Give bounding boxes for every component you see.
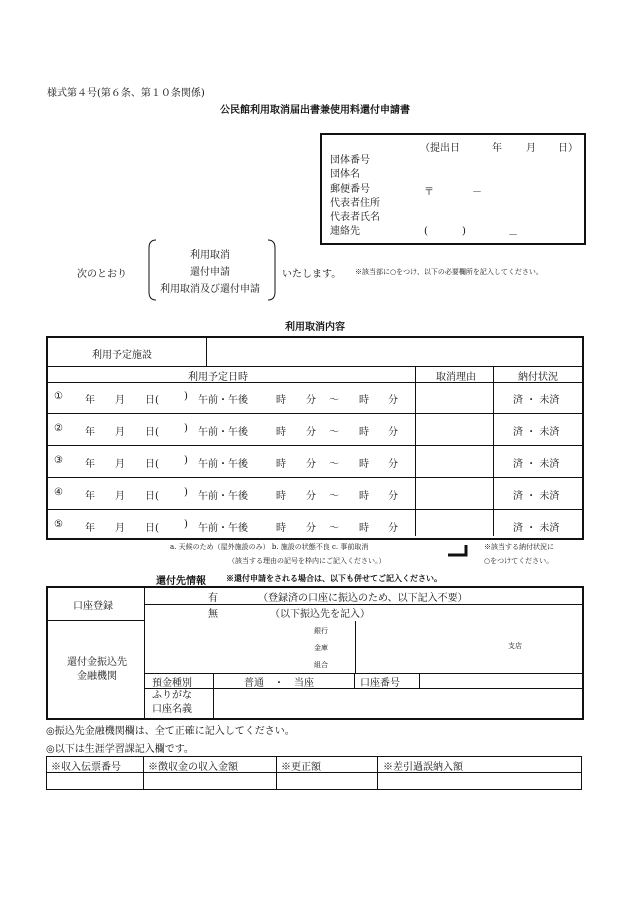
header-collected-amount: ※徴収金の収入金額 (148, 762, 238, 773)
footnote-2: ◎以下は生涯学習課記入欄です。 (46, 744, 194, 755)
applicant-field-labels (330, 154, 380, 240)
cancel-rows (48, 382, 582, 541)
page-title: 公民館利用取消届出書兼使用料還付申請書 (220, 105, 410, 116)
request-note: ※該当部に○をつけ、以下の必要欄所を記入してください。 (355, 268, 543, 276)
col-reason-header: 取消理由 (436, 372, 476, 383)
rep-address-label: 代表者住所 (330, 197, 380, 209)
option-refund[interactable]: 還付申請 (190, 267, 230, 278)
refund-table (46, 586, 584, 720)
reasons-line1: a. 天候のため（屋外施設のみ） b. 施設の状態不良 c. 事前取消 (170, 543, 369, 551)
rep-name-label: 代表者氏名 (330, 212, 380, 224)
contact-paren-close: ) (462, 226, 466, 237)
submission-month[interactable]: 月 (526, 143, 536, 154)
table-row: ③ 年 月 日( ) 午前・午後 時 分 ～ 時 分 済 ・ 未済 (48, 446, 582, 478)
payment-note-1: ※該当する納付状況に (484, 543, 554, 551)
corner-arrow-icon (446, 543, 470, 559)
group-number-label: 団体番号 (330, 155, 370, 166)
cancel-table (46, 336, 584, 540)
header-correction-amount: ※更正額 (281, 762, 321, 773)
account-reg-yes[interactable]: 有 (208, 593, 218, 604)
facility-input[interactable] (208, 340, 580, 364)
furigana-label: ふりがな (152, 690, 192, 701)
submission-day[interactable]: 日） (558, 143, 578, 154)
payment-status[interactable]: 済 ・ 未済 (513, 523, 560, 534)
right-bracket (266, 238, 278, 302)
contact-paren-open: ( (424, 226, 428, 237)
payment-status[interactable]: 済 ・ 未済 (513, 395, 560, 406)
footnote-1: ◎振込先金融機関欄は、全て正確に記入してください。 (46, 726, 295, 737)
table-row: ② 年 月 日( ) 午前・午後 時 分 ～ 時 分 済 ・ 未済 (48, 414, 582, 446)
group-name-label: 団体名 (330, 169, 360, 181)
postal-mark: 〒 (424, 187, 434, 198)
col-payment-header: 納付状況 (518, 372, 558, 383)
table-row: ⑤ 年 月 日( ) 午前・午後 時 分 ～ 時 分 済 ・ 未済 (48, 510, 582, 541)
branch-name-input[interactable] (360, 624, 500, 670)
contact-dash: － (508, 230, 518, 241)
office-use-table (46, 756, 582, 790)
payment-status[interactable]: 済 ・ 未済 (513, 491, 560, 502)
facility-label: 利用予定施設 (92, 350, 152, 361)
request-suffix: いたします。 (282, 269, 342, 280)
account-number-label: 口座番号 (360, 678, 400, 689)
header-receipt-number: ※収入伝票番号 (51, 762, 121, 773)
payment-status[interactable]: 済 ・ 未済 (513, 459, 560, 470)
bank-kind-shinkin[interactable]: 金庫 (314, 644, 328, 652)
account-name-labels (152, 689, 192, 717)
form-number: 様式第４号(第６条、第１０条関係) (47, 88, 205, 99)
bank-label: 還付金振込先 金融機関 (67, 657, 127, 682)
submission-date-label: （提出日 (420, 143, 460, 154)
contact-label: 連絡先 (330, 226, 360, 238)
table-row: ① 年 月 日( ) 午前・午後 時 分 ～ 時 分 済 ・ 未済 (48, 382, 582, 414)
bank-kind-bank[interactable]: 銀行 (314, 627, 328, 635)
bank-kind-kumiai[interactable]: 組合 (314, 661, 328, 669)
account-reg-no[interactable]: 無 (208, 609, 218, 620)
reason-input[interactable] (417, 448, 492, 475)
reason-input[interactable] (417, 416, 492, 443)
reason-input[interactable] (417, 480, 492, 507)
deposit-type-options[interactable]: 普通 ・ 当座 (244, 678, 314, 689)
col-datetime-header: 利用予定日時 (188, 372, 248, 383)
postal-code-label: 郵便番号 (330, 183, 370, 195)
table-row: ④ 年 月 日( ) 午前・午後 時 分 ～ 時 分 済 ・ 未済 (48, 478, 582, 510)
bank-name-input[interactable] (148, 624, 308, 670)
branch-label: 支店 (508, 642, 522, 650)
header-net-overpayment: ※差引過誤納入額 (383, 762, 463, 773)
request-prefix: 次のとおり (77, 269, 127, 280)
refund-section-note: ※還付申請をされる場合は、以下も併せてご記入ください。 (226, 573, 442, 583)
deposit-type-label: 預金種別 (152, 678, 192, 689)
option-cancel[interactable]: 利用取消 (190, 250, 230, 261)
account-number-input[interactable] (420, 675, 580, 687)
account-holder-input[interactable] (216, 690, 580, 716)
applicant-box (320, 133, 586, 245)
payment-status[interactable]: 済 ・ 未済 (513, 427, 560, 438)
postal-dash: － (472, 187, 482, 198)
submission-year[interactable]: 年 (492, 143, 502, 154)
reason-input[interactable] (417, 512, 492, 539)
reason-input[interactable] (417, 384, 492, 411)
option-cancel-and-refund[interactable]: 利用取消及び還付申請 (160, 284, 260, 295)
refund-section-title: 還付先情報 (156, 576, 206, 587)
reasons-line2: （該当する理由の記号を枠内にご記入ください。） (228, 557, 386, 565)
bank-kinds (314, 623, 328, 674)
account-holder-label: 口座名義 (152, 704, 192, 715)
account-reg-label: 口座登録 (73, 601, 113, 612)
account-reg-no-note: （以下振込先を記入） (270, 609, 370, 620)
account-reg-yes-note: （登録済の口座に振込のため、以下記入不要） (258, 593, 468, 604)
cancel-section-title: 利用取消内容 (285, 322, 345, 333)
request-options (150, 247, 270, 298)
payment-note-2: ○をつけてください。 (484, 557, 554, 565)
